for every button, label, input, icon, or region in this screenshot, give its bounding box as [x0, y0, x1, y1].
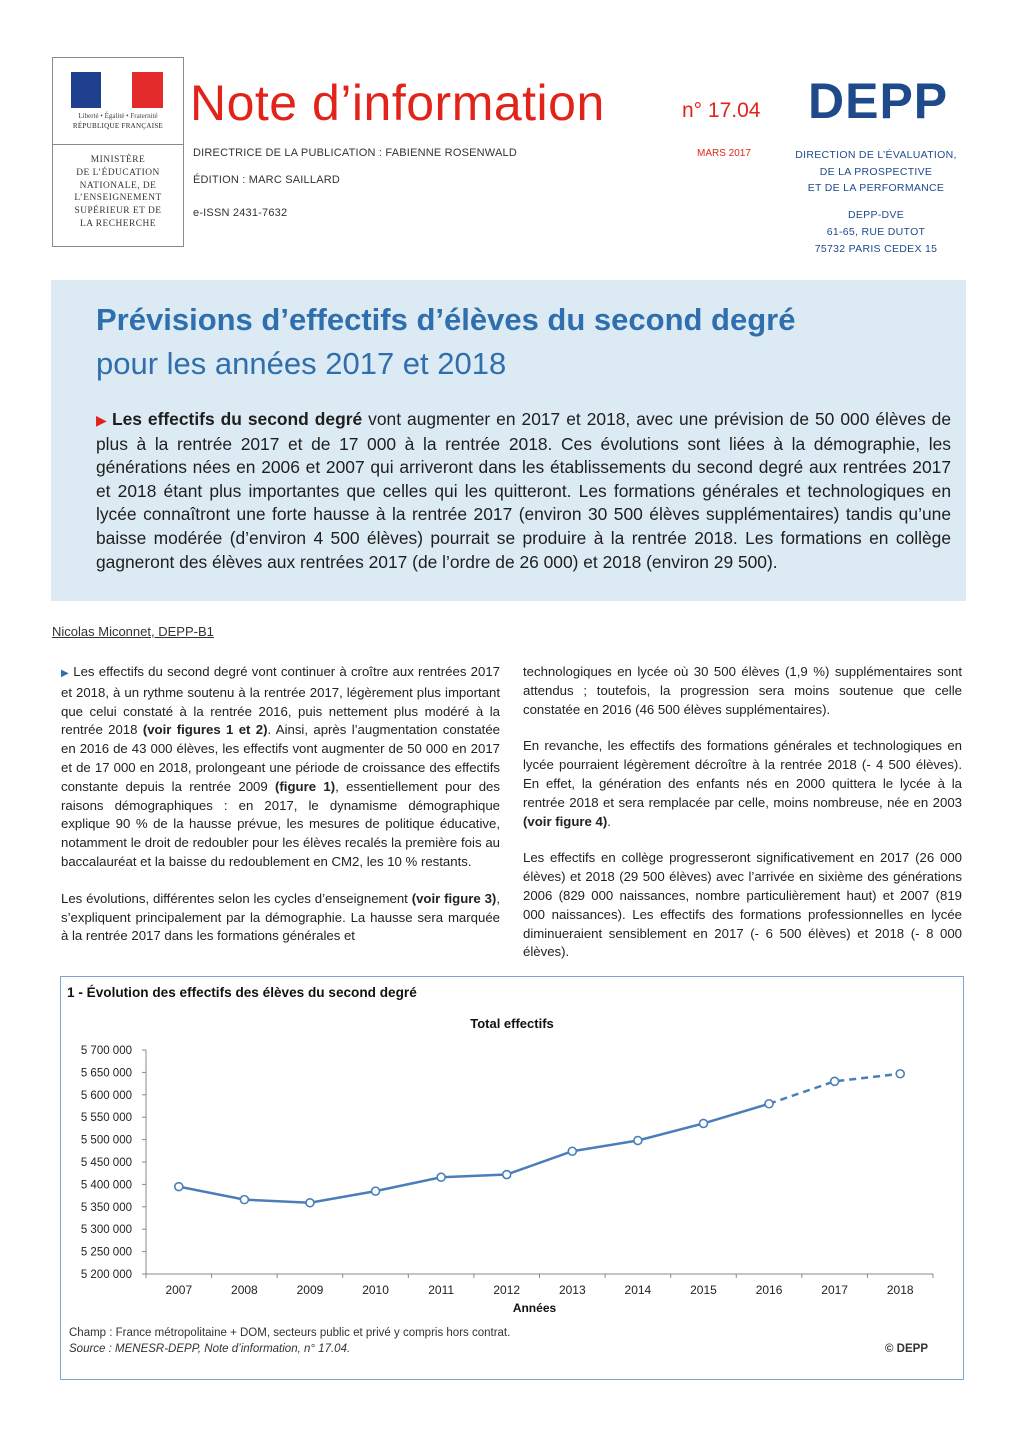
x-tick-label: 2009 — [296, 1283, 324, 1297]
y-tick-label: 5 650 000 — [80, 1067, 132, 1080]
figure-reference: (voir figure 4) — [523, 813, 608, 829]
lead-text: vont augmenter en 2017 et 2018, avec une prévision de 50 000 élèves de plus à la rentrée 2017 et de 17 000 à la rentrée 2018. Ces évolutions sont liées à la démographie, les générations nées en 2006 et 2007 qui arriveront dans les établissements du second degré aux rentrées 2017 et 2018 étant plus importantes que celles qui les quitteront. Les formations générales et technologiques en lycée connaîtront une forte hausse à la rentrée 2017 (environ 30 500 élèves supplémentaires) tandis qu’une baisse modérée (d’environ 4 500 élèves) pourrait se produire à la rentrée 2018. Les formations en collège gagneront des élèves aux rentrées 2017 (de l’ordre de 26 000) et 2018 (environ 29 500). — [96, 409, 951, 572]
data-point — [503, 1171, 511, 1179]
y-tick-label: 5 200 000 — [80, 1269, 132, 1281]
ministry-name: MINISTÈRE DE L’ÉDUCATION NATIONALE, DE L’ENSEIGNEMENT SUPÉRIEUR ET DE LA RECHERCHE — [74, 155, 162, 229]
publication-title: Note d’information — [190, 75, 605, 131]
data-point — [568, 1147, 576, 1155]
lead-bold: Les effectifs du second degré — [111, 409, 363, 429]
figure-reference: (figure 1) — [275, 778, 336, 794]
department-address: DEPP-DVE 61-65, RUE DUTOT 75732 PARIS CEDEX 15 — [814, 209, 938, 255]
marianne-flag-icon — [71, 72, 163, 108]
x-tick-label: 2014 — [624, 1283, 652, 1297]
y-tick-label: 5 500 000 — [80, 1134, 132, 1147]
text-run: En revanche, les effectifs des formations générales et technologiques en lycée pourraient légèrement décroître à la rentrée 2018 (- 4 500 élèves). En effet, la génération des enfants nés en 2000 quittera le lycée à la rentrée 2018 et sera remplacée par celle, moins nombreuse, née en 2003 — [523, 738, 962, 810]
publication-date: MARS 2017 — [697, 148, 751, 159]
data-point — [240, 1196, 248, 1204]
logo-republic: RÉPUBLIQUE FRANÇAISE — [72, 122, 164, 130]
data-point — [175, 1183, 183, 1191]
figure-1 — [60, 976, 964, 1380]
forecast-point — [896, 1070, 904, 1078]
y-tick-label: 5 600 000 — [80, 1089, 132, 1102]
summary-box — [51, 280, 966, 601]
x-tick-label: 2011 — [428, 1283, 455, 1297]
text-run: . — [607, 813, 611, 829]
x-tick-label: 2018 — [886, 1283, 914, 1297]
issn-line: e-ISSN 2431-7632 — [193, 207, 288, 219]
x-tick-label: 2017 — [821, 1283, 848, 1297]
figure-reference: (voir figures 1 et 2) — [142, 722, 268, 738]
text-run: Les effectifs du second degré vont continuer à croître aux rentrées 2017 et 2018, à un rythme soutenu à la rentrée 2017, légèrement plus important que celui constaté à la rentrée 2016, puis nettement plus modéré à la rentrée 2018 — [61, 664, 500, 738]
forecast-point — [831, 1077, 839, 1085]
body-paragraph — [61, 663, 500, 872]
chart-title: Total effectifs — [470, 1016, 554, 1031]
data-point — [699, 1119, 707, 1127]
y-tick-label: 5 400 000 — [80, 1179, 132, 1192]
depp-logo: DEPP — [808, 73, 949, 129]
logo-motto: Liberté • Égalité • Fraternité — [78, 112, 158, 120]
figure-reference: (voir figure 3) — [411, 890, 497, 906]
y-tick-label: 5 700 000 — [80, 1045, 132, 1057]
y-tick-label: 5 300 000 — [80, 1224, 132, 1237]
issue-number: n° 17.04 — [682, 99, 761, 122]
x-tick-label: 2007 — [165, 1283, 193, 1297]
x-tick-label: 2008 — [231, 1283, 258, 1297]
figure-source: Source : MENESR-DEPP, Note d’information, n° 17.04. — [69, 1343, 351, 1355]
text-run: Les évolutions, différentes selon les cycles d’enseignement — [61, 890, 412, 906]
publisher-line: DIRECTRICE DE LA PUBLICATION : FABIENNE ROSENWALD — [193, 147, 517, 159]
data-point — [765, 1100, 773, 1108]
text-run: , s’expliquent principalement par la démographie. La hausse sera marquée à la rentrée 2017 dans les formations générales et — [61, 890, 500, 944]
body-column-right — [523, 663, 962, 980]
data-point — [634, 1136, 642, 1144]
x-tick-label: 2013 — [558, 1283, 586, 1297]
body-paragraph: Les effectifs en collège progresseront significativement en 2017 (26 000 élèves) et 2018 (29 500 élèves) avec l’arrivée en sixième des générations 2006 (829 000 naissances, nombre particulièrement haut) et 2007 (819 000 naissances). Les effectifs des formations professionnelles en lycée diminueraient sensiblement en 2017 (- 6 500 élèves) et 2018 (- 8 000 élèves). — [523, 850, 962, 960]
headline: Prévisions d’effectifs d’élèves du second degré — [96, 302, 796, 337]
x-tick-label: 2015 — [690, 1283, 717, 1297]
figure-title: 1 - Évolution des effectifs des élèves du second degré — [67, 985, 417, 1000]
triangle-bullet-icon: ▶ — [61, 668, 70, 679]
figure-copyright: © DEPP — [885, 1343, 928, 1355]
y-tick-label: 5 550 000 — [80, 1112, 132, 1125]
x-tick-label: 2010 — [362, 1283, 389, 1297]
y-tick-label: 5 450 000 — [80, 1157, 132, 1169]
x-tick-label: 2012 — [493, 1283, 521, 1297]
author-byline: Nicolas Miconnet, DEPP-B1 — [52, 624, 214, 639]
data-point — [437, 1173, 445, 1181]
triangle-bullet-icon: ▶ — [96, 412, 108, 428]
figure-scope-note: Champ : France métropolitaine + DOM, secteurs public et privé y compris hors contrat. — [69, 1327, 511, 1339]
marianne-logo — [53, 58, 183, 145]
x-axis-title: Années — [512, 1301, 557, 1315]
series-line-observed — [179, 1104, 769, 1203]
y-tick-label: 5 250 000 — [80, 1246, 132, 1259]
department-name: DIRECTION DE L’ÉVALUATION, DE LA PROSPECTIVE ET DE LA PERFORMANCE — [795, 149, 957, 194]
text-run: . Ainsi, après l’augmentation constatée en 2016 de 43 000 élèves, les effectifs vont augmenter de 50 000 en 2017 et de 17 000 en 2018, prolongeant une période de croissance des effectifs constante depuis la rentrée 2009 — [61, 722, 500, 794]
lead-paragraph — [96, 408, 951, 574]
text-run: , essentiellement pour des raisons démographiques : en 2017, le dynamisme démographique explique 90 % de la hausse prévue, les mesures de politique éducative, notamment le droit de redoubler pour les élèves recalés la première fois au baccalauréat et la baisse du redoublement en CM2, les 10 % restants. — [61, 778, 500, 869]
editor-line: ÉDITION : MARC SAILLARD — [193, 174, 341, 186]
body-paragraph — [61, 890, 500, 946]
body-column-left — [61, 663, 500, 964]
data-point — [372, 1187, 380, 1195]
body-paragraph — [523, 737, 962, 831]
x-tick-label: 2016 — [755, 1283, 783, 1297]
ministry-logo — [52, 57, 184, 247]
data-point — [306, 1199, 314, 1207]
line-chart — [61, 977, 963, 1322]
subheadline: pour les années 2017 et 2018 — [96, 346, 507, 381]
y-tick-label: 5 350 000 — [80, 1201, 132, 1214]
body-paragraph: technologiques en lycée où 30 500 élèves (1,9 %) supplémentaires sont attendus ; toutefois, la progression sera moins soutenue que celle constatée en 2016 (46 500 élèves supplémentaires). — [523, 664, 962, 717]
